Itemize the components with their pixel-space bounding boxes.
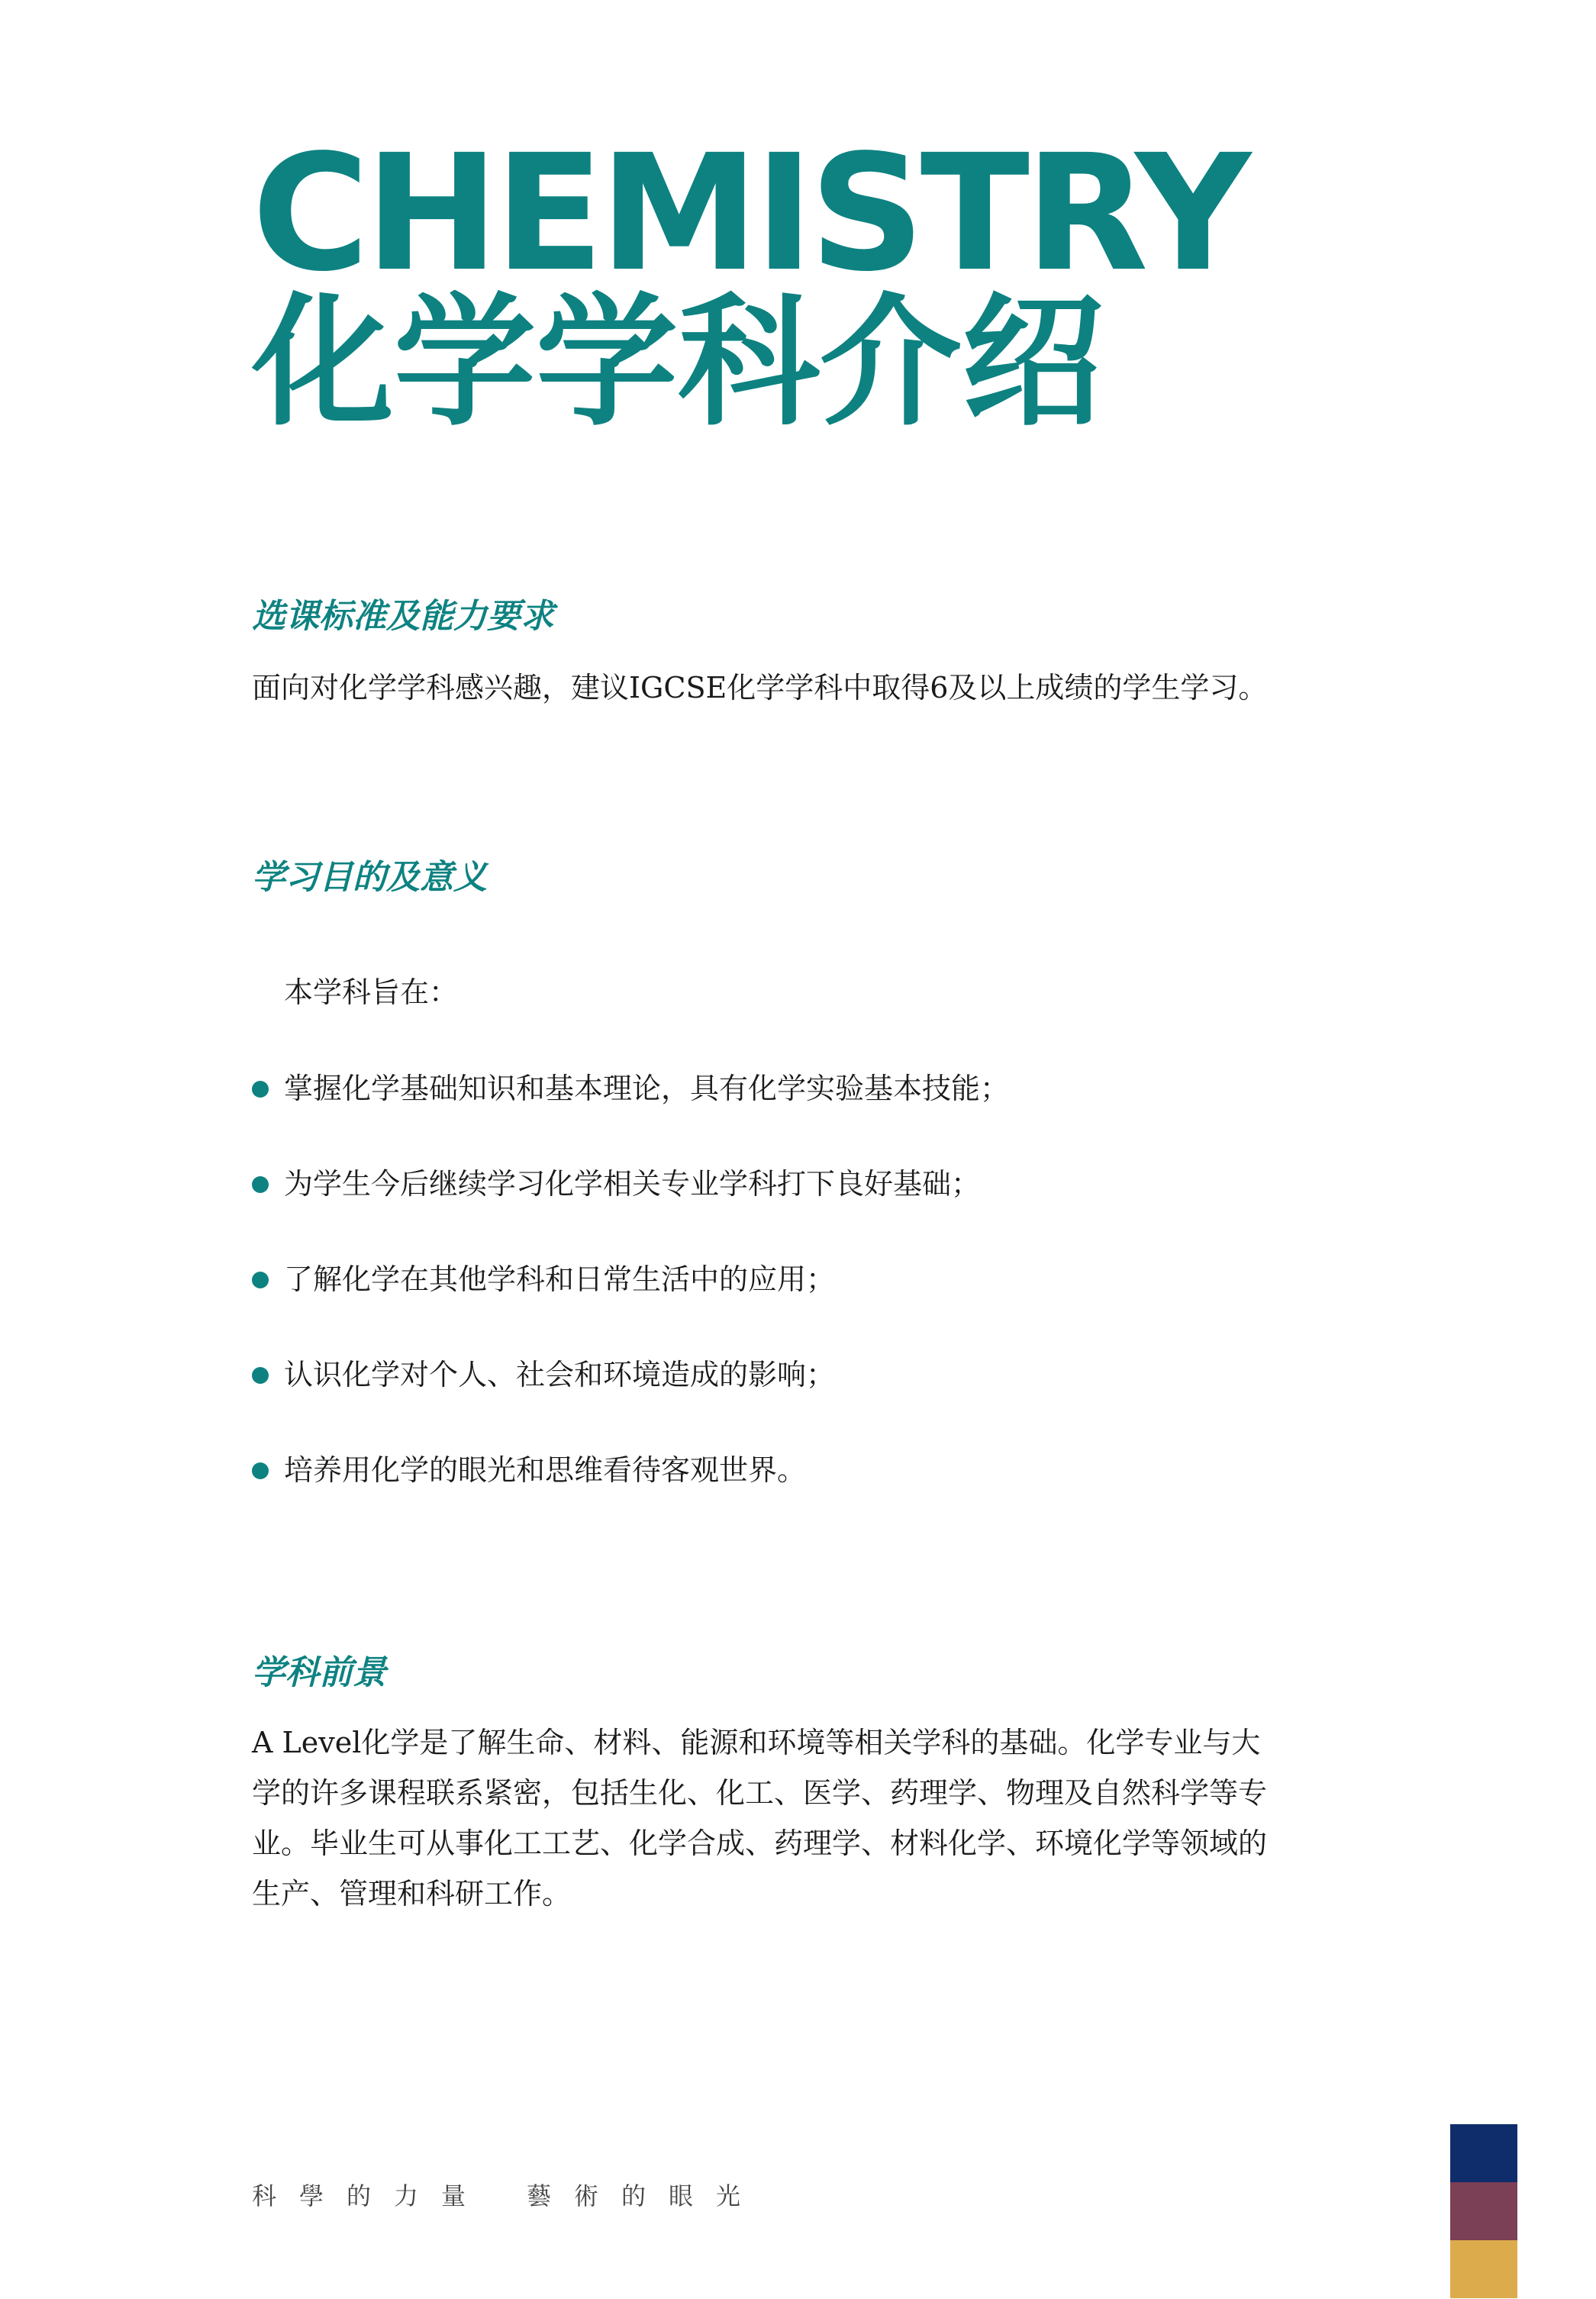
bullet-dot-icon [252, 1462, 269, 1479]
bullet-dot-icon [252, 1081, 269, 1098]
list-item [252, 1256, 1009, 1352]
list-item [252, 1066, 1009, 1161]
purpose-intro: 本学科旨在： [284, 975, 459, 1009]
title-chinese: 化学学科介绍 [252, 279, 1104, 445]
list-item [252, 1352, 1009, 1447]
color-bar-navy [1450, 2124, 1517, 2182]
section-heading-prospects: 学科前景 [252, 1653, 386, 1692]
bullet-dot-icon [252, 1272, 269, 1288]
color-bar-plum [1450, 2182, 1517, 2240]
section-heading-purpose: 学习目的及意义 [252, 858, 487, 897]
slogan-right: 藝術的眼光 [527, 2181, 764, 2210]
list-item [252, 1161, 1009, 1256]
footer-slogan [252, 2177, 763, 2215]
bullet-dot-icon [252, 1176, 269, 1193]
bullet-dot-icon [252, 1367, 269, 1384]
title-english: CHEMISTRY [252, 120, 1247, 307]
prospects-body: A Level化学是了解生命、材料、能源和环境等相关学科的基础。化学专业与大学的许多课程联系紧密，包括生化、化工、医学、药理学、物理及自然科学等专业。毕业生可从事化工工艺、化学合成、药理学、材料化学、环境化学等领域的生产、管理和科研工作。 [252, 1726, 1268, 1910]
bullet-text: 培养用化学的眼光和思维看待客观世界。 [284, 1453, 807, 1487]
selection-body: 面向对化学学科感兴趣，建议IGCSE化学学科中取得6及以上成绩的学生学习。 [252, 671, 1268, 705]
bullet-text: 掌握化学基础知识和基本理论，具有化学实验基本技能； [284, 1072, 1010, 1105]
section-heading-selection: 选课标准及能力要求 [252, 597, 554, 636]
purpose-bullet-list [252, 1066, 1009, 1543]
bullet-text: 为学生今后继续学习化学相关专业学科打下良好基础； [284, 1167, 981, 1201]
list-item [252, 1447, 1009, 1543]
footer-color-bars [1450, 2124, 1517, 2298]
slogan-left: 科學的力量 [252, 2181, 489, 2210]
bullet-text: 认识化学对个人、社会和环境造成的影响； [284, 1358, 836, 1391]
color-bar-gold [1450, 2240, 1517, 2298]
bullet-text: 了解化学在其他学科和日常生活中的应用； [284, 1262, 836, 1296]
